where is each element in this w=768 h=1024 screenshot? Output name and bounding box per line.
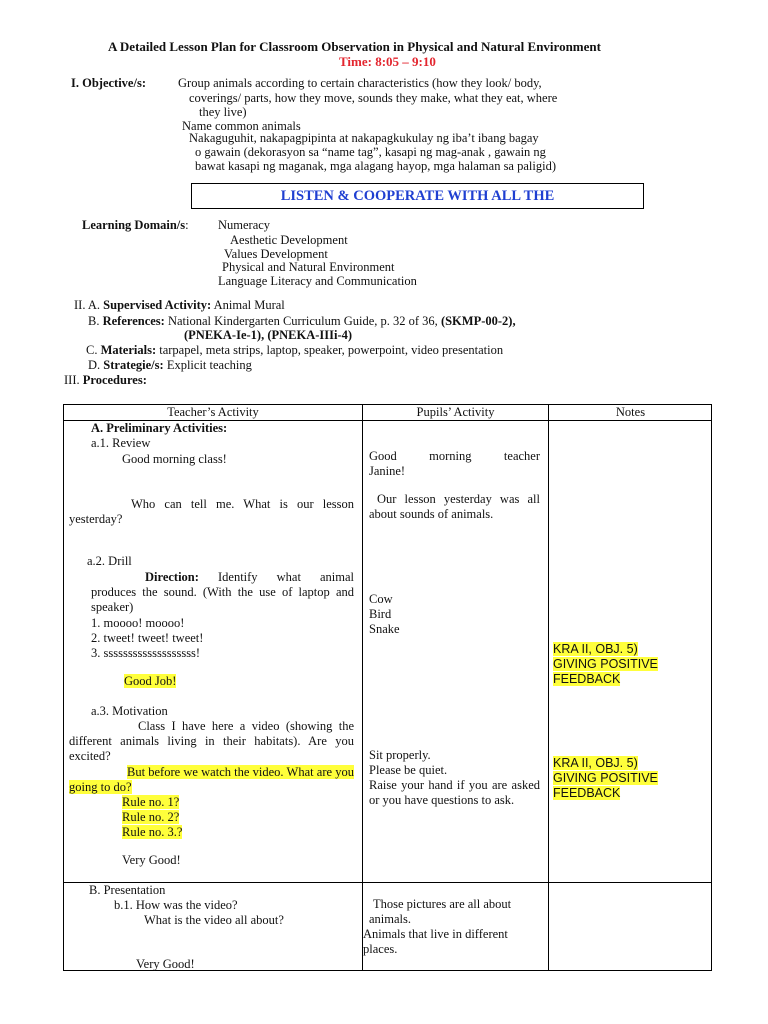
domain-item: Numeracy bbox=[218, 218, 271, 232]
pupils-rule: Raise your hand if you are asked or you have questions to ask. bbox=[369, 778, 540, 807]
motivation-label: a.3. Motivation bbox=[91, 704, 168, 718]
motivation-text: Class I have here a video (showing the different animals living in their habitats). Are you excited? bbox=[69, 719, 354, 763]
objective-line: Group animals according to certain characteristics (how they look/ body, bbox=[178, 76, 542, 90]
preliminary-activities-heading: A. Preliminary Activities: bbox=[91, 421, 228, 435]
drill-label: a.2. Drill bbox=[87, 554, 132, 568]
rule-prompt: Rule no. 3.? bbox=[122, 825, 183, 839]
teacher-ask-lesson: Who can tell me. What is our lesson yesterday? bbox=[69, 497, 354, 526]
pupils-lesson-answer: Our lesson yesterday was all about sounds of animals. bbox=[369, 492, 540, 521]
domain-item: Language Literacy and Communication bbox=[218, 274, 417, 288]
banner-box: LISTEN & COOPERATE WITH ALL THE bbox=[191, 183, 644, 209]
header-teacher-activity: Teacher’s Activity bbox=[167, 405, 259, 419]
procedures-label: III. Procedures: bbox=[64, 373, 147, 387]
learning-domains-label: Learning Domain/s: bbox=[82, 218, 189, 232]
objective-line: o gawain (dekorasyon sa “name tag”, kasapi ng mag-anak , gawain ng bbox=[195, 145, 546, 159]
rule-prompt: Rule no. 2? bbox=[122, 810, 180, 824]
presentation-heading: B. Presentation bbox=[89, 883, 166, 897]
pupils-drill-answer: Snake bbox=[369, 622, 400, 636]
objective-line: they live) bbox=[199, 105, 247, 119]
good-job-feedback: Good Job! bbox=[124, 674, 177, 688]
objective-line: bawat kasapi ng maganak, mga alagang hayop, mga halaman sa paligid) bbox=[195, 159, 556, 173]
strategies-row: D. Strategie/s: Explicit teaching bbox=[88, 358, 252, 372]
rule-prompt: Rule no. 1? bbox=[122, 795, 180, 809]
pupils-drill-answer: Bird bbox=[369, 607, 392, 621]
column-divider bbox=[548, 405, 549, 970]
session-time: Time: 8:05 – 9:10 bbox=[339, 54, 436, 69]
drill-item: 3. sssssssssssssssssss! bbox=[91, 646, 201, 660]
before-video-question: But before we watch the video. What are you going to do? bbox=[69, 765, 354, 794]
very-good-feedback: Very Good! bbox=[122, 853, 181, 867]
drill-direction: Direction: Identify what animal produces the sound. (With the use of laptop and speaker) bbox=[91, 570, 354, 614]
objective-line: Nakaguguhit, nakapagpipinta at nakapagkukulay ng iba’t ibang bagay bbox=[189, 131, 539, 145]
pupils-rule: Please be quiet. bbox=[369, 763, 448, 777]
presentation-question-2: What is the video all about? bbox=[144, 913, 284, 927]
pupils-greeting: Good morning teacher Janine! bbox=[369, 449, 540, 478]
drill-item: 1. moooo! moooo! bbox=[91, 616, 185, 630]
references-codes: (PNEKA-Ie-1), (PNEKA-IIIi-4) bbox=[184, 328, 353, 342]
very-good-feedback-2: Very Good! bbox=[136, 957, 195, 971]
pupils-drill-answer: Cow bbox=[369, 592, 393, 606]
column-divider bbox=[362, 405, 363, 970]
domain-item: Values Development bbox=[224, 247, 328, 261]
header-pupils-activity: Pupils’ Activity bbox=[416, 405, 495, 419]
domain-item: Physical and Natural Environment bbox=[222, 260, 395, 274]
teacher-greeting: Good morning class! bbox=[122, 452, 227, 466]
review-label: a.1. Review bbox=[91, 436, 151, 450]
objective-line: Name common animals bbox=[182, 119, 301, 133]
note-positive-feedback: KRA II, OBJ. 5) GIVING POSITIVE FEEDBACK bbox=[553, 756, 658, 800]
objectives-label: I. Objective/s: bbox=[71, 76, 146, 90]
domain-item: Aesthetic Development bbox=[230, 233, 348, 247]
drill-item: 2. tweet! tweet! tweet! bbox=[91, 631, 204, 645]
note-positive-feedback: KRA II, OBJ. 5) GIVING POSITIVE FEEDBACK bbox=[553, 642, 658, 686]
references-row: B. References: National Kindergarten Curriculum Guide, p. 32 of 36, (SKMP-00-2), bbox=[88, 314, 516, 328]
pupils-rule: Sit properly. bbox=[369, 748, 431, 762]
objective-line: coverings/ parts, how they move, sounds they make, what they eat, where bbox=[189, 91, 558, 105]
header-notes: Notes bbox=[615, 405, 646, 419]
pupils-pictures-answer: Those pictures are all about animals. bbox=[369, 897, 512, 926]
document-title: A Detailed Lesson Plan for Classroom Observation in Physical and Natural Environment bbox=[108, 39, 601, 54]
materials-row: C. Materials: tarpapel, meta strips, laptop, speaker, powerpoint, video presentation bbox=[86, 343, 504, 357]
pupils-habitat-answer: Animals that live in different places. bbox=[363, 927, 508, 956]
supervised-activity-row: II. A. Supervised Activity: Animal Mural bbox=[74, 298, 285, 312]
presentation-question-1: b.1. How was the video? bbox=[114, 898, 238, 912]
procedures-table bbox=[63, 404, 712, 971]
